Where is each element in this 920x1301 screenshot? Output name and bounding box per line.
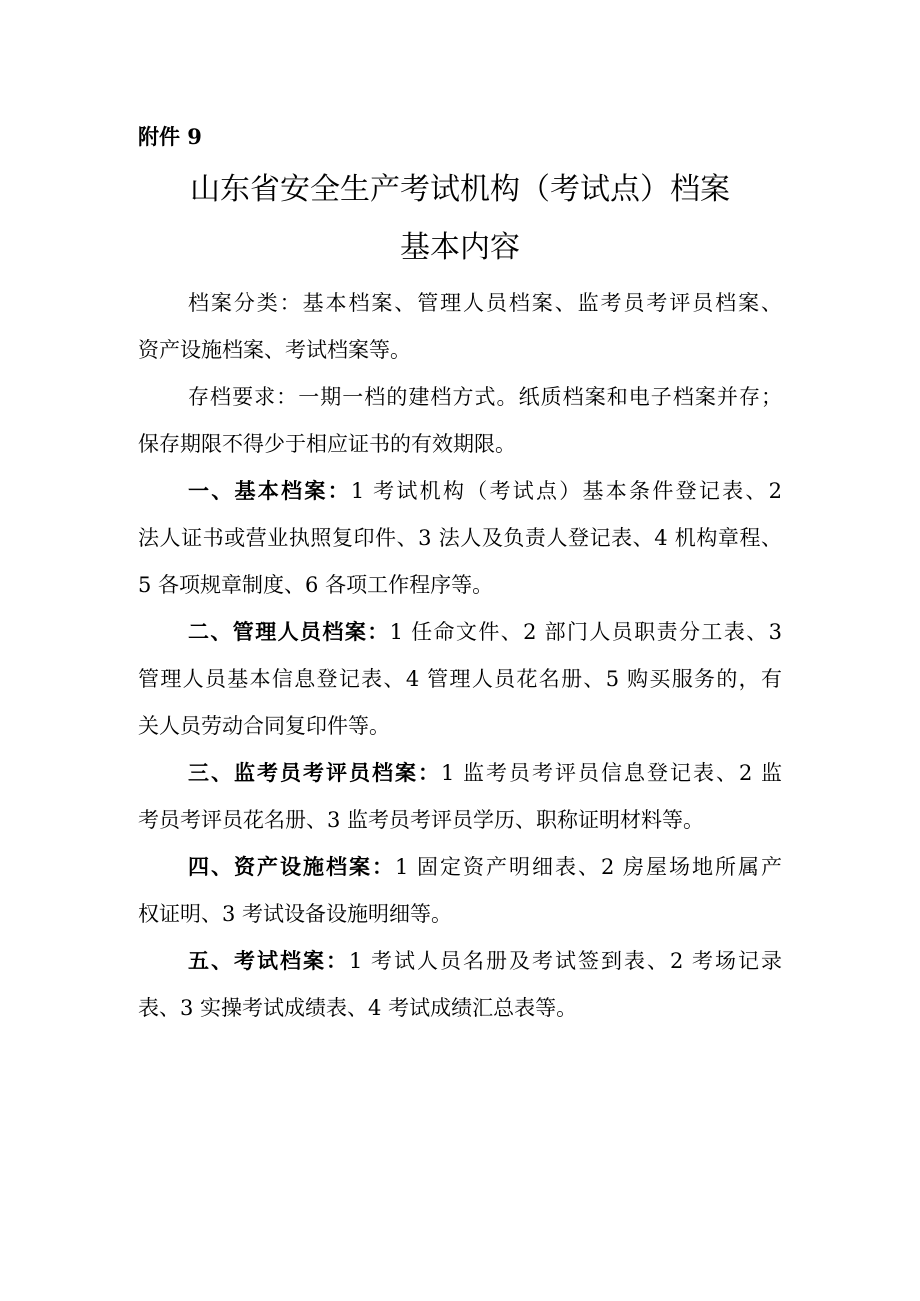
- section-exam-heading: 五、考试档案：: [188, 948, 349, 973]
- section-management-text: 1 任命文件、2 部门人员职责分工表、3: [389, 620, 782, 644]
- section-exam-text: 1 考试人员名册及考试签到表、2 考场记录: [348, 949, 782, 973]
- document-title-line-2: 基本内容: [400, 230, 520, 265]
- classification-line-1: 档案分类：基本档案、管理人员档案、监考员考评员档案、: [188, 291, 782, 315]
- section-basic-line-3: 5 各项规章制度、6 各项工作程序等。: [138, 573, 494, 597]
- section-management-line-2: 管理人员基本信息登记表、4 管理人员花名册、5 购买服务的，有: [138, 667, 782, 691]
- section-management-line-3: 关人员劳动合同复印件等。: [138, 714, 390, 738]
- section-invigilator-heading: 三、监考员考评员档案：: [188, 760, 441, 785]
- section-basic-text: 1 考试机构（考试点）基本条件登记表、2: [350, 479, 783, 503]
- section-management-line-1: [188, 617, 782, 647]
- section-invigilator-line-2: 考员考评员花名册、3 监考员考评员学历、职称证明材料等。: [138, 808, 705, 832]
- section-assets-heading: 四、资产设施档案：: [188, 854, 395, 879]
- section-exam-line-2: 表、3 实操考试成绩表、4 考试成绩汇总表等。: [138, 996, 578, 1020]
- section-basic-heading: 一、基本档案：: [188, 478, 351, 503]
- classification-line-2: 资产设施档案、考试档案等。: [138, 338, 411, 362]
- attachment-label: 附件 9: [138, 124, 202, 149]
- section-basic-line-2: 法人证书或营业执照复印件、3 法人及负责人登记表、4 机构章程、: [138, 526, 782, 550]
- section-basic-line-1: [188, 476, 782, 506]
- section-assets-line-1: [188, 852, 782, 882]
- section-invigilator-line-1: [188, 758, 782, 788]
- requirement-line-1: 存档要求：一期一档的建档方式。纸质档案和电子档案并存；: [188, 385, 782, 409]
- section-management-heading: 二、管理人员档案：: [188, 619, 390, 644]
- section-assets-line-2: 权证明、3 考试设备设施明细等。: [138, 902, 453, 926]
- requirement-line-2: 保存期限不得少于相应证书的有效期限。: [138, 432, 516, 456]
- section-exam-line-1: [188, 946, 782, 976]
- section-assets-text: 1 固定资产明细表、2 房屋场地所属产: [394, 855, 783, 879]
- document-title-line-1: 山东省安全生产考试机构（考试点）档案: [190, 172, 730, 207]
- section-invigilator-text: 1 监考员考评员信息登记表、2 监: [440, 761, 782, 785]
